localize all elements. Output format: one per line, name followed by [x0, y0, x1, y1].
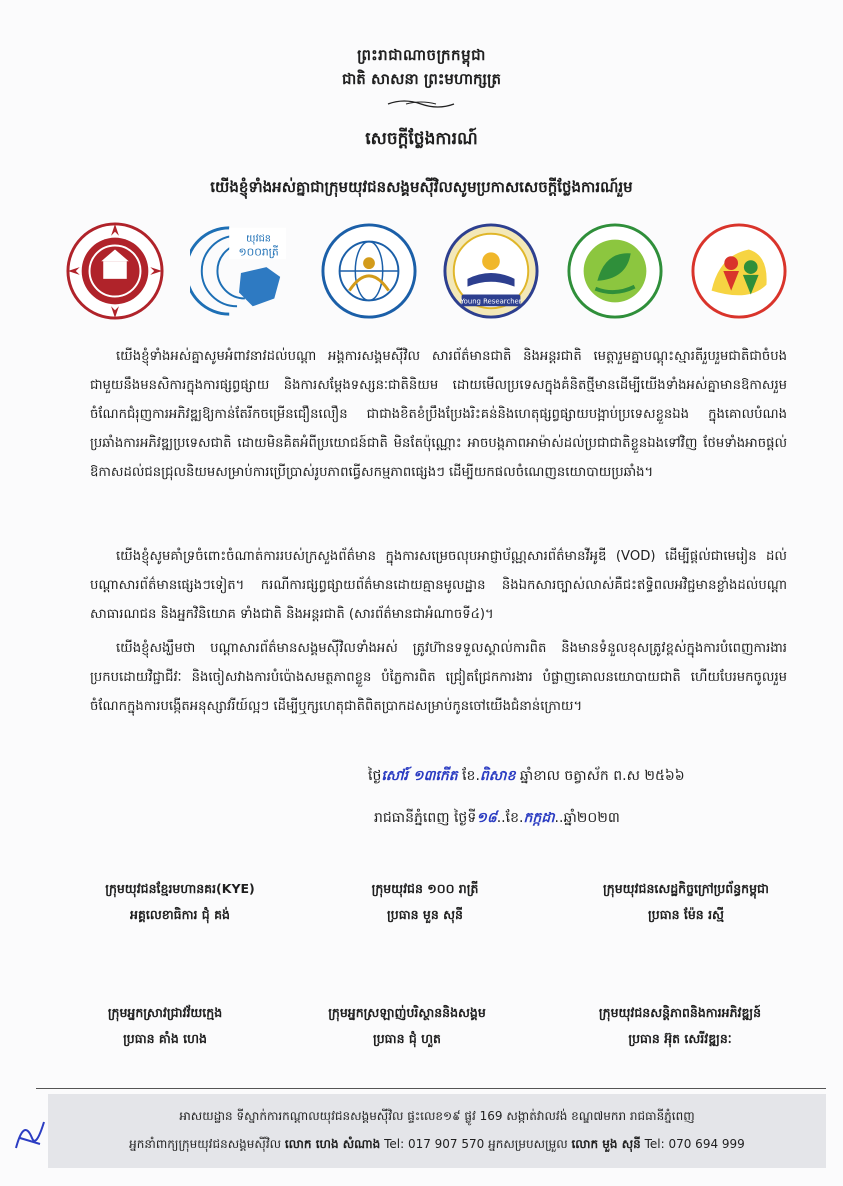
svg-text:យុវជន: យុវជន [246, 233, 272, 245]
solar-date-line: រាជធានីភ្នំពេញ ថ្ងៃទី១៨..ខែ.កក្កដា..ឆ្នាំ២០២៣ [374, 810, 620, 826]
spokesperson-phone: Tel: 017 907 570 [384, 1137, 485, 1151]
solar-year: ឆ្នាំ២០២៣ [563, 810, 620, 826]
signature-name: ប្រធាន គាំង ហេង [123, 1031, 207, 1046]
signature-org: ក្រុមអ្នកស្រាវជ្រាវវ័យក្មេង [107, 1005, 223, 1020]
svg-text:១០០រាត្រី: ១០០រាត្រី [238, 245, 279, 259]
spokesperson-label: អ្នកនាំពាក្យក្រុមយុវជនសង្គមស៊ីវិល [129, 1137, 282, 1151]
signature-name: ប្រធាន ជុំ ហួត [373, 1031, 441, 1046]
signature-name: ប្រធាន មួន សុនី [387, 907, 463, 922]
solar-month: កក្កដា [523, 810, 555, 826]
signature-block-environment [282, 1000, 532, 1052]
month-prefix: ខែ [505, 810, 519, 826]
national-motto: ជាតិ សាសនា ព្រះមហាក្សត្រ [342, 70, 501, 88]
signature-block-young-researcher [60, 1000, 270, 1052]
footer-contact-box [48, 1094, 826, 1168]
signature-name: ប្រធាន អ៊ុត សេរីវឌ្ឍនៈ [628, 1031, 732, 1046]
footer-address: អាសយដ្ឋាន ទីស្នាក់ការកណ្តាលយុវជនសង្គមស៊ីវិល ផ្ទះលេខ១៩ ផ្លូវ 169 សង្កាត់វាលវង់ ខណ្ឌ៧មករា រាជធានីភ្នំពេញ [179, 1109, 695, 1123]
lunar-month: ពិសាខ [479, 768, 516, 784]
paragraph-2 [90, 542, 787, 629]
footer-divider [36, 1088, 826, 1089]
paragraph-1 [90, 342, 787, 487]
paragraph-text: យើងខ្ញុំទាំងអស់គ្នាសូមអំពាវនាវដល់បណ្តា អង្គការសង្គមស៊ីវិល សារព័ត៌មានជាតិ និងអន្តរជាតិ មេត្តារួមគ្នាបណ្តុះស្មារតីរួបរួមជាតិជាចំបង ជាមួយនឹងមនសិការក្នុងការផ្សព្វផ្សាយ និងការសម្តែងទស្សនៈជាតិនិយម ដោយមើលប្រទេសក្នុងគំនិតថ្មីមានដើម្បីយើងទាំងអស់គ្នាមានឱកាសរួមចំណែកជំរុញការអភិវឌ្ឍឱ្យកាន់តែរីកចម្រើនជឿនលឿន ជាជាងខិតខំប្រឹងប្រែងរិះគន់និងហេតុផ្សព្វផ្សាយបង្អាប់ប្រទេសខ្លួនឯង ក្នុងគោលបំណងប្រឆាំងការអភិវឌ្ឍប្រទេសជាតិ ដោយមិនគិតអំពីប្រយោជន៍ជាតិ មិនតែប៉ុណ្ណោះ អាចបង្កភាពអាម៉ាស់ដល់ប្រជាជាតិខ្លួនឯងទៅវិញ ថែមទាំងអាចផ្តល់ឱកាសដល់ជនជ្រុលនិយមសម្រាប់ការប្រើប្រាស់រូបភាពធ្វើសកម្មភាពផ្សេងៗ ដើម្បីយកផលចំណេញនយោបាយប្រឆាំង។ [90, 349, 787, 480]
location-date-prefix: រាជធានីភ្នំពេញ ថ្ងៃទី [374, 810, 477, 826]
signature-block-informal-economy [556, 876, 816, 928]
coordinator-label: អ្នកសម្របសម្រួល [488, 1137, 568, 1151]
informal-economy-logo [320, 222, 418, 320]
document-subtitle: យើងខ្ញុំទាំងអស់គ្នាជាក្រុមយុវជនសង្គមស៊ីវិលសូមប្រកាសសេចក្តីថ្លែងការណ៍រួម [210, 178, 633, 196]
environment-society-logo [566, 222, 664, 320]
peace-development-logo [690, 222, 788, 320]
signature-org: ក្រុមអ្នកស្រឡាញ់បរិស្ថាននិងសង្គម [328, 1005, 486, 1020]
lunar-date-line: ថ្ងៃសៅរ៍ ១៣កើត ខែ.ពិសាខ ឆ្នាំខាល ចត្វាស័ក ព.ស ២៥៦៦ [368, 768, 685, 784]
ornament-divider [386, 98, 456, 110]
coordinator-phone: Tel: 070 694 999 [644, 1137, 745, 1151]
month-prefix: ខែ [462, 768, 476, 784]
coordinator-name: លោក មួង សុនី [571, 1137, 641, 1151]
signature-block-kye [60, 876, 300, 928]
lunar-year: ឆ្នាំខាល ចត្វាស័ក ព.ស ២៥៦៦ [519, 768, 685, 784]
svg-text:Young Researcher: Young Researcher [460, 297, 522, 306]
signature-block-youth-100 [330, 876, 520, 928]
paragraph-3 [90, 634, 787, 721]
signature-block-peace-development [540, 1000, 820, 1052]
lunar-day: សៅរ៍ ១៣កើត [381, 768, 458, 784]
footer-contacts [48, 1130, 826, 1158]
kingdom-heading: ព្រះរាជាណាចក្រកម្ពុជា [357, 46, 486, 64]
signature-org: ក្រុមយុវជនសេដ្ឋកិច្ចក្រៅប្រព័ន្ធកម្ពុជា [603, 881, 769, 896]
signature-name: ប្រធាន ម៉ែន រស្មី [648, 907, 724, 922]
signature-org: ក្រុមយុវជនខ្មែរមហានគរ(KYE) [105, 881, 255, 896]
solar-day: ១៨ [476, 810, 497, 826]
spokesperson-name: លោក ហេង សំណាង [284, 1137, 381, 1151]
paragraph-text: យើងខ្ញុំសូមគាំទ្រចំពោះចំណាត់ការរបស់ក្រសួងព័ត៌មាន ក្នុងការសម្រេចលុបអាជ្ញាប័ណ្ណសារព័ត៌មានវីអូឌី (VOD) ដើម្បីផ្តល់ជាមេរៀន ដល់បណ្តាសារព័ត៌មានផ្សេងៗទៀត។ ករណីការផ្សព្វផ្សាយព័ត៌មានដោយគ្មានមូលដ្ឋាន និងឯកសារច្បាស់លាស់គឺជះឥទ្ធិពលអវិជ្ជមានខ្លាំងដល់បណ្តាសាធារណជន និងអ្នកវិនិយោគ ទាំងជាតិ និងអន្តរជាតិ (សារព័ត៌មានជាអំណាចទី៤)។ [90, 549, 787, 622]
youth-100-logo [190, 222, 288, 320]
signature-scribble-icon [10, 1108, 50, 1158]
signature-name: អគ្គលេខាធិការ ជុំ គង់ [130, 907, 230, 922]
document-title: សេចក្តីថ្លែងការណ៍ [365, 129, 478, 149]
signature-org: ក្រុមយុវជនសន្តិភាពនិងការអភិវឌ្ឍន៍ [598, 1005, 762, 1020]
young-researcher-logo [442, 222, 540, 320]
kye-logo [66, 222, 164, 320]
paragraph-text: យើងខ្ញុំសង្ឃឹមថា បណ្តាសារព័ត៌មានសង្គមស៊ីវិលទាំងអស់ ត្រូវហ៊ានទទួលស្គាល់ការពិត និងមានទំនួលខុសត្រូវខ្ពស់ក្នុងការបំពេញការងារប្រកបដោយវិជ្ជាជីវៈ និងចៀសវាងការបំប៉ោងសមត្ថភាពខ្លួន បំភ្លៃការពិត ជ្រៀតជ្រែកការងារ បំផ្លាញគោលនយោបាយជាតិ ហើយបែរមកចូលរួមចំណែកក្នុងការបង្កើតអនុស្សាវរីយ៍ល្អៗ ដើម្បីឬក្សហេតុជាតិពិតប្រាកដសម្រាប់កូនចៅយើងជំនាន់ក្រោយ។ [90, 641, 787, 714]
date-prefix: ថ្ងៃ [368, 768, 382, 784]
signature-org: ក្រុមយុវជន ១០០ រាត្រី [371, 881, 479, 896]
